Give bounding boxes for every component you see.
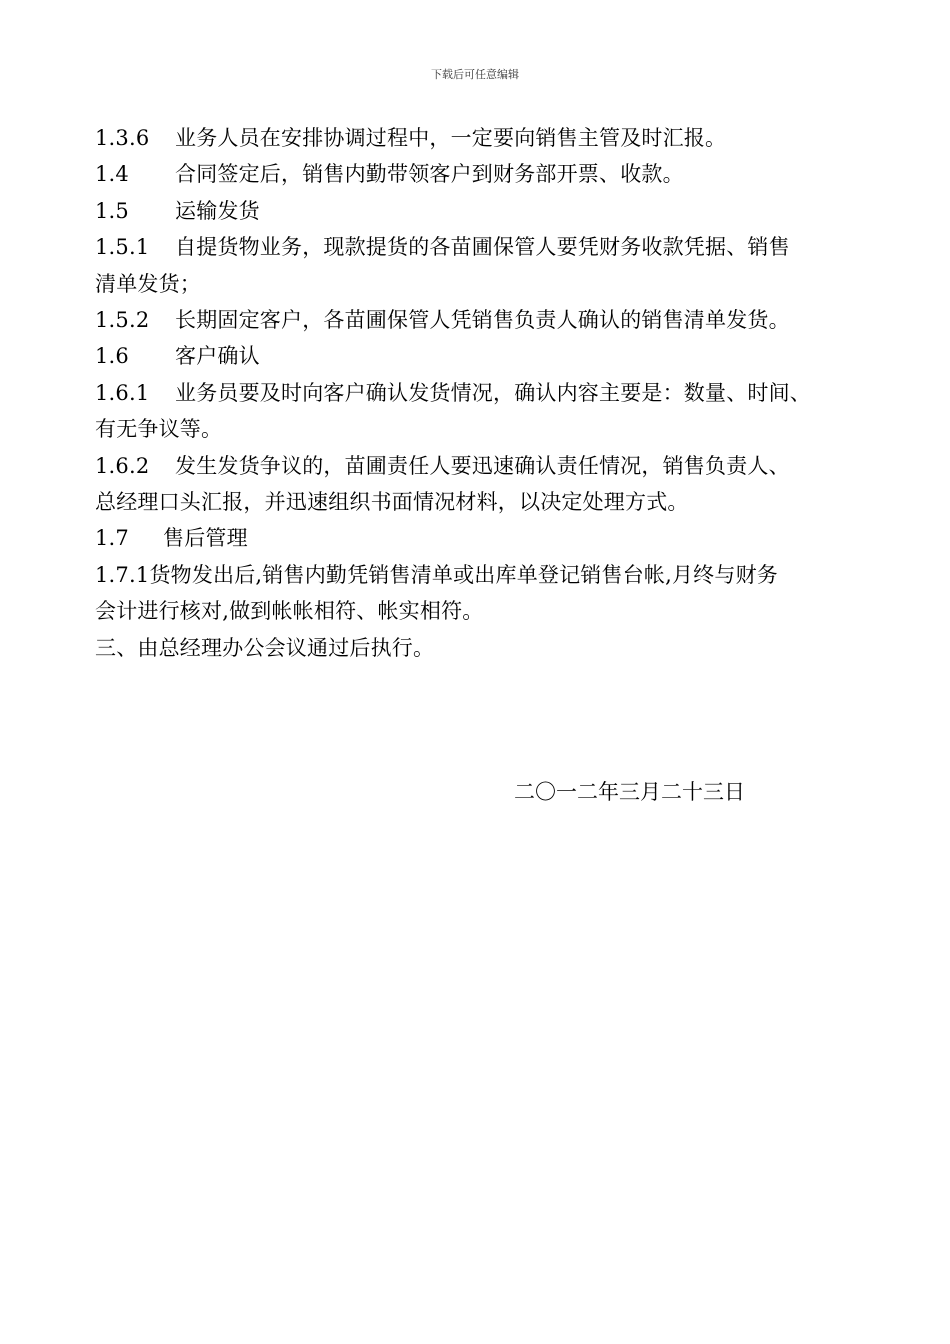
document-body bbox=[95, 120, 875, 666]
clause-1-6-1 bbox=[95, 375, 875, 411]
clause-1-7-1-cont bbox=[95, 593, 875, 629]
clause-number: 1.7 bbox=[95, 526, 129, 551]
clause-text: 三、由总经理办公会议通过后执行。 bbox=[95, 635, 435, 660]
clause-text: 自提货物业务，现款提货的各苗圃保管人要凭财务收款凭据、销售 bbox=[175, 235, 790, 260]
clause-1-5-1-cont bbox=[95, 266, 875, 302]
clause-1-7-1 bbox=[95, 557, 875, 593]
clause-text: 长期固定客户，各苗圃保管人凭销售负责人确认的销售清单发货。 bbox=[175, 308, 790, 333]
clause-number: 1.6 bbox=[95, 344, 129, 369]
clause-number: 1.5.2 bbox=[95, 308, 150, 333]
clause-text: 客户确认 bbox=[175, 344, 260, 369]
signature-date: 二〇一二年三月二十三日 bbox=[514, 780, 745, 804]
clause-number: 1.4 bbox=[95, 162, 129, 187]
clause-1-6-2-cont bbox=[95, 484, 875, 520]
clause-1-5-1 bbox=[95, 229, 875, 265]
clause-number: 1.7.1 bbox=[95, 562, 150, 587]
clause-text: 合同签定后，销售内勤带领客户到财务部开票、收款。 bbox=[175, 162, 684, 187]
clause-text: 业务员要及时向客户确认发货情况，确认内容主要是：数量、时间、 bbox=[175, 380, 811, 405]
clause-1-4 bbox=[95, 156, 875, 192]
clause-1-7 bbox=[95, 520, 875, 556]
clause-text: 售后管理 bbox=[163, 526, 248, 551]
clause-text: 货物发出后,销售内勤凭销售清单或出库单登记销售台帐,月终与财务 bbox=[149, 562, 778, 587]
clause-text: 发生发货争议的，苗圃责任人要迅速确认责任情况，销售负责人、 bbox=[175, 453, 790, 478]
section-three bbox=[95, 630, 875, 666]
clause-number: 1.5 bbox=[95, 198, 129, 223]
clause-text: 有无争议等。 bbox=[95, 417, 223, 442]
clause-1-6 bbox=[95, 338, 875, 374]
page-header: 下载后可任意编辑 bbox=[431, 68, 519, 81]
clause-number: 1.3.6 bbox=[95, 126, 150, 150]
clause-number: 1.6.1 bbox=[95, 380, 150, 405]
clause-text: 会计进行核对,做到帐帐相符、帐实相符。 bbox=[95, 599, 484, 624]
clause-1-3-6 bbox=[95, 120, 875, 156]
clause-1-5 bbox=[95, 193, 875, 229]
clause-1-5-2 bbox=[95, 302, 875, 338]
clause-text: 业务人员在安排协调过程中，一定要向销售主管及时汇报。 bbox=[175, 126, 727, 150]
clause-text: 清单发货； bbox=[95, 271, 201, 296]
clause-text: 总经理口头汇报，并迅速组织书面情况材料，以决定处理方式。 bbox=[95, 490, 689, 515]
clause-1-6-1-cont bbox=[95, 411, 875, 447]
clause-text: 运输发货 bbox=[175, 198, 260, 223]
clause-number: 1.5.1 bbox=[95, 235, 150, 260]
clause-number: 1.6.2 bbox=[95, 453, 150, 478]
clause-1-6-2 bbox=[95, 448, 875, 484]
